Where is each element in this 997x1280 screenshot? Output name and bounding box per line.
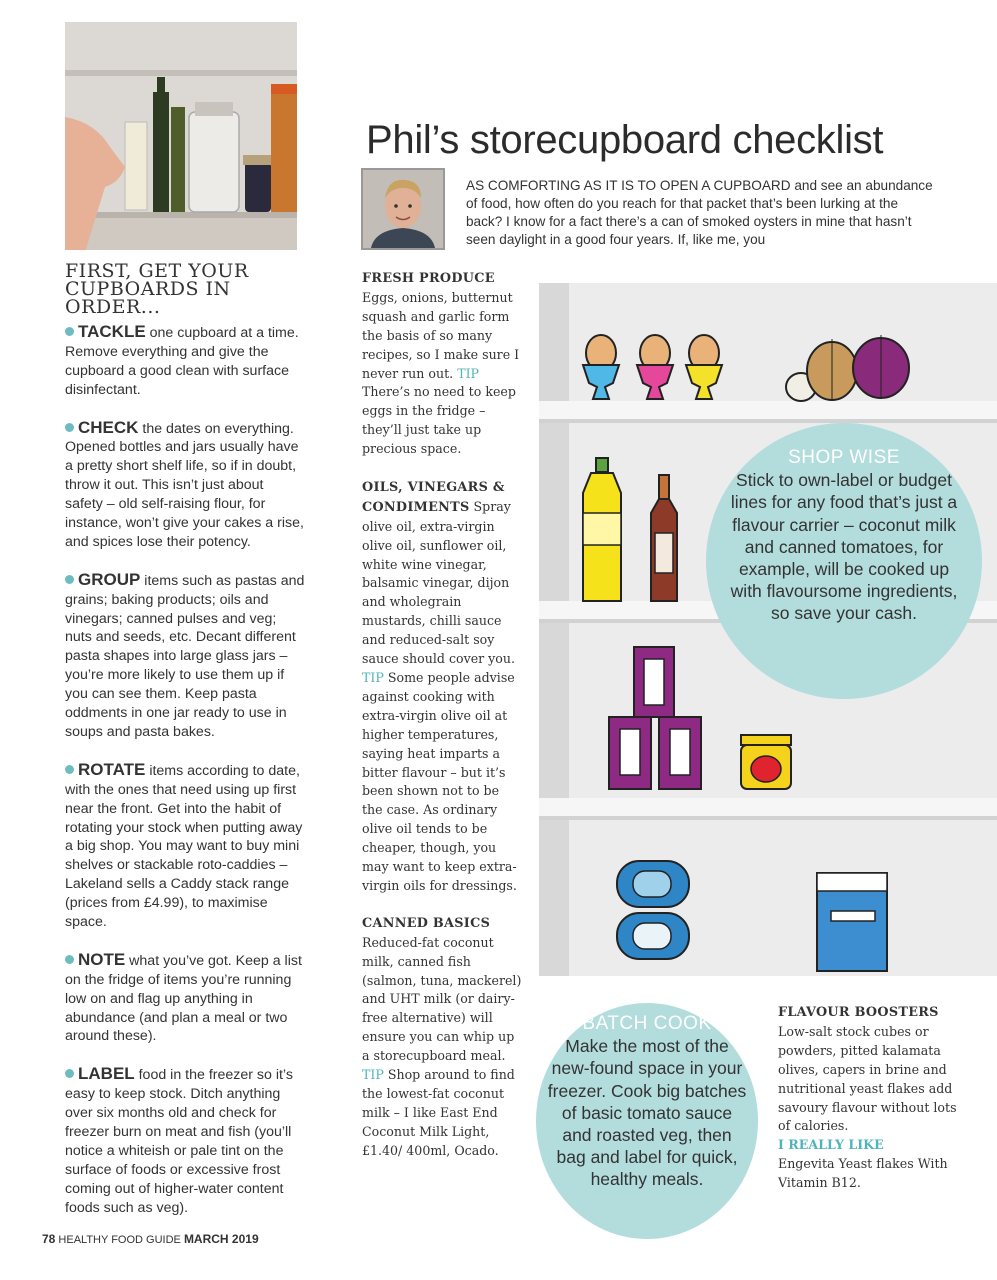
checklist-column	[362, 270, 522, 1179]
flavour-boosters-heading: FLAVOUR BOOSTERS	[778, 1005, 939, 1020]
oils-section	[362, 478, 522, 896]
tip-text: what you’ve got. Keep a list on the fridge of items you’re running low on and flag up anything in abundance (and plan a meal or two around these).	[65, 952, 302, 1045]
oils-text: Spray olive oil, extra-virgin olive oil, sunflower oil, white wine vinegar, balsamic vinegar, dijon and wholegrain mustards, chilli sauce and reduced-salt soy sauce should cover you.	[362, 498, 515, 667]
magazine-name: HEALTHY FOOD GUIDE	[58, 1234, 181, 1246]
i-really-like-text: Engevita Yeast flakes With Vitamin B12.	[778, 1156, 948, 1191]
author-portrait-illustration	[363, 170, 443, 248]
canned-text: Reduced-fat coconut milk, canned fish (salmon, tuna, mackerel) and UHT milk (or dairy-free alternative) will ensure you can whip up a storecupboard meal.	[362, 934, 522, 1064]
oil-bottle	[583, 458, 621, 601]
intro-paragraph: AS COMFORTING AS IT IS TO OPEN A CUPBOARD and see an abundance of food, how often do you reach for that packet that’s been lurking at the back? I know for a fact there’s a can of smoked oysters in mine that hasn’t seen daylight in a good four years. If, like me, you	[466, 178, 933, 247]
author-portrait	[361, 168, 445, 250]
batch-cook-title: BATCH COOK	[582, 1013, 712, 1034]
bullet-icon	[65, 423, 74, 432]
tip-keyword: GROUP	[78, 569, 141, 589]
shop-wise-title: SHOP WISE	[788, 447, 900, 468]
oils-heading: OILS, VINEGARS & CONDIMENTS	[362, 479, 505, 515]
jam-jar	[741, 735, 791, 789]
tip-label: TIP	[457, 365, 480, 381]
tip-keyword: CHECK	[78, 417, 139, 437]
cupboard-order-heading: FIRST, GET YOUR CUPBOARDS IN ORDER...	[65, 260, 249, 318]
shop-wise-callout	[706, 423, 982, 699]
fish-tin-top	[617, 861, 689, 907]
cupboard-photo	[65, 22, 297, 250]
tip-label: TIP	[362, 1067, 384, 1083]
tip-text: the dates on everything. Opened bottles and jars usually have a pretty short shelf life, so if in doubt, throw it out. This isn’t just about safety – old self-raising flour, for instance, won’t give your cakes a rise, and spices lose their potency.	[65, 420, 304, 550]
fresh-produce-section	[362, 270, 522, 459]
canned-heading: CANNED BASICS	[362, 915, 491, 931]
canned-tip: Shop around to find the lowest-fat coconut milk – I like East End Coconut Milk Light, £1.40/ 400ml, Ocado.	[362, 1067, 515, 1158]
tip-keyword: LABEL	[78, 1064, 135, 1084]
fresh-produce-text: Eggs, onions, butternut squash and garlic form the basis of so many recipes, so I make sure I never run out.	[362, 289, 520, 381]
page-footer	[42, 1232, 259, 1246]
cupboard-photo-illustration	[65, 22, 297, 250]
tip-label	[65, 1065, 305, 1217]
bullet-icon	[65, 955, 74, 964]
tip-keyword: ROTATE	[78, 759, 146, 779]
bullet-icon	[65, 765, 74, 774]
tip-check	[65, 419, 305, 552]
bullet-icon	[65, 1069, 74, 1078]
fresh-produce-heading: FRESH PRODUCE	[362, 271, 495, 286]
flavour-boosters-section	[778, 1004, 968, 1193]
tip-note	[65, 951, 305, 1047]
tip-group	[65, 571, 305, 742]
bullet-icon	[65, 327, 74, 336]
shop-wise-text: Stick to own-label or budget lines for any food that’s just a flavour carrier – coconut milk and canned tomatoes, for example, will be cooked up with flavoursome ingredients, so save your cash.	[730, 470, 958, 624]
fish-tin-bottom	[617, 913, 689, 959]
tip-label: TIP	[362, 670, 384, 686]
cupboard-tips-list	[65, 323, 305, 1236]
cereal-box	[817, 873, 887, 971]
tip-text: items according to date, with the ones that need using up first near the front. Get into the habit of rotating your stock when putting away a big shop. You may want to buy mini shelves or stackable roto-caddies – Lakeland sells a Caddy stack range (prices from £4.99), to maximise space.	[65, 762, 303, 931]
fresh-produce-tip: There’s no need to keep eggs in the fridge – they’ll just take up precious space.	[362, 384, 516, 457]
issue-date: MARCH 2019	[183, 1232, 259, 1246]
page-title: Phil’s storecupboard checklist	[366, 118, 884, 162]
i-really-like-label: I REALLY LIKE	[778, 1137, 884, 1153]
oils-tip: Some people advise against cooking with extra-virgin olive oil at higher temperatures, saying heat imparts a bitter flavour – but it’s been shown not to be the case. As ordinary olive oil tends to be cheaper, though, you may want to keep extra-virgin oils for dressings.	[362, 670, 517, 893]
batch-cook-callout	[536, 1003, 758, 1239]
tip-keyword: TACKLE	[78, 322, 146, 341]
tip-text: one cupboard at a time. Remove everything and give the cupboard a good clean with surface disinfectant.	[65, 325, 299, 398]
page-number: 78	[42, 1232, 56, 1246]
batch-cook-text: Make the most of the new-found space in your freezer. Cook big batches of basic tomato sauce and roasted veg, then bag and label for quick, healthy meals.	[547, 1036, 747, 1190]
bullet-icon	[65, 575, 74, 584]
flavour-boosters-text: Low-salt stock cubes or powders, pitted kalamata olives, capers in brine and nutritional yeast flakes add savoury flavour without lots of calories.	[778, 1023, 957, 1134]
tip-text: items such as pastas and grains; baking products; oils and vinegars; canned pulses and veg; nuts and seeds, etc. Decant different pasta shapes into large glass jars – you’re more likely to use them up if you can see them. Keep pasta oddments in one jar ready to use in soups and pasta bakes.	[65, 572, 305, 740]
tip-tackle	[65, 323, 305, 400]
canned-section	[362, 915, 522, 1161]
tip-keyword: NOTE	[78, 949, 126, 969]
tip-rotate	[65, 761, 305, 932]
tip-text: food in the freezer so it’s easy to keep stock. Ditch anything over six months old and check for freezer burn on meat and fish (you’ll notice a whiteish or pale tint on the surface of foods or excessive frost coming out of higher-water content foods such as veg).	[65, 1067, 293, 1216]
